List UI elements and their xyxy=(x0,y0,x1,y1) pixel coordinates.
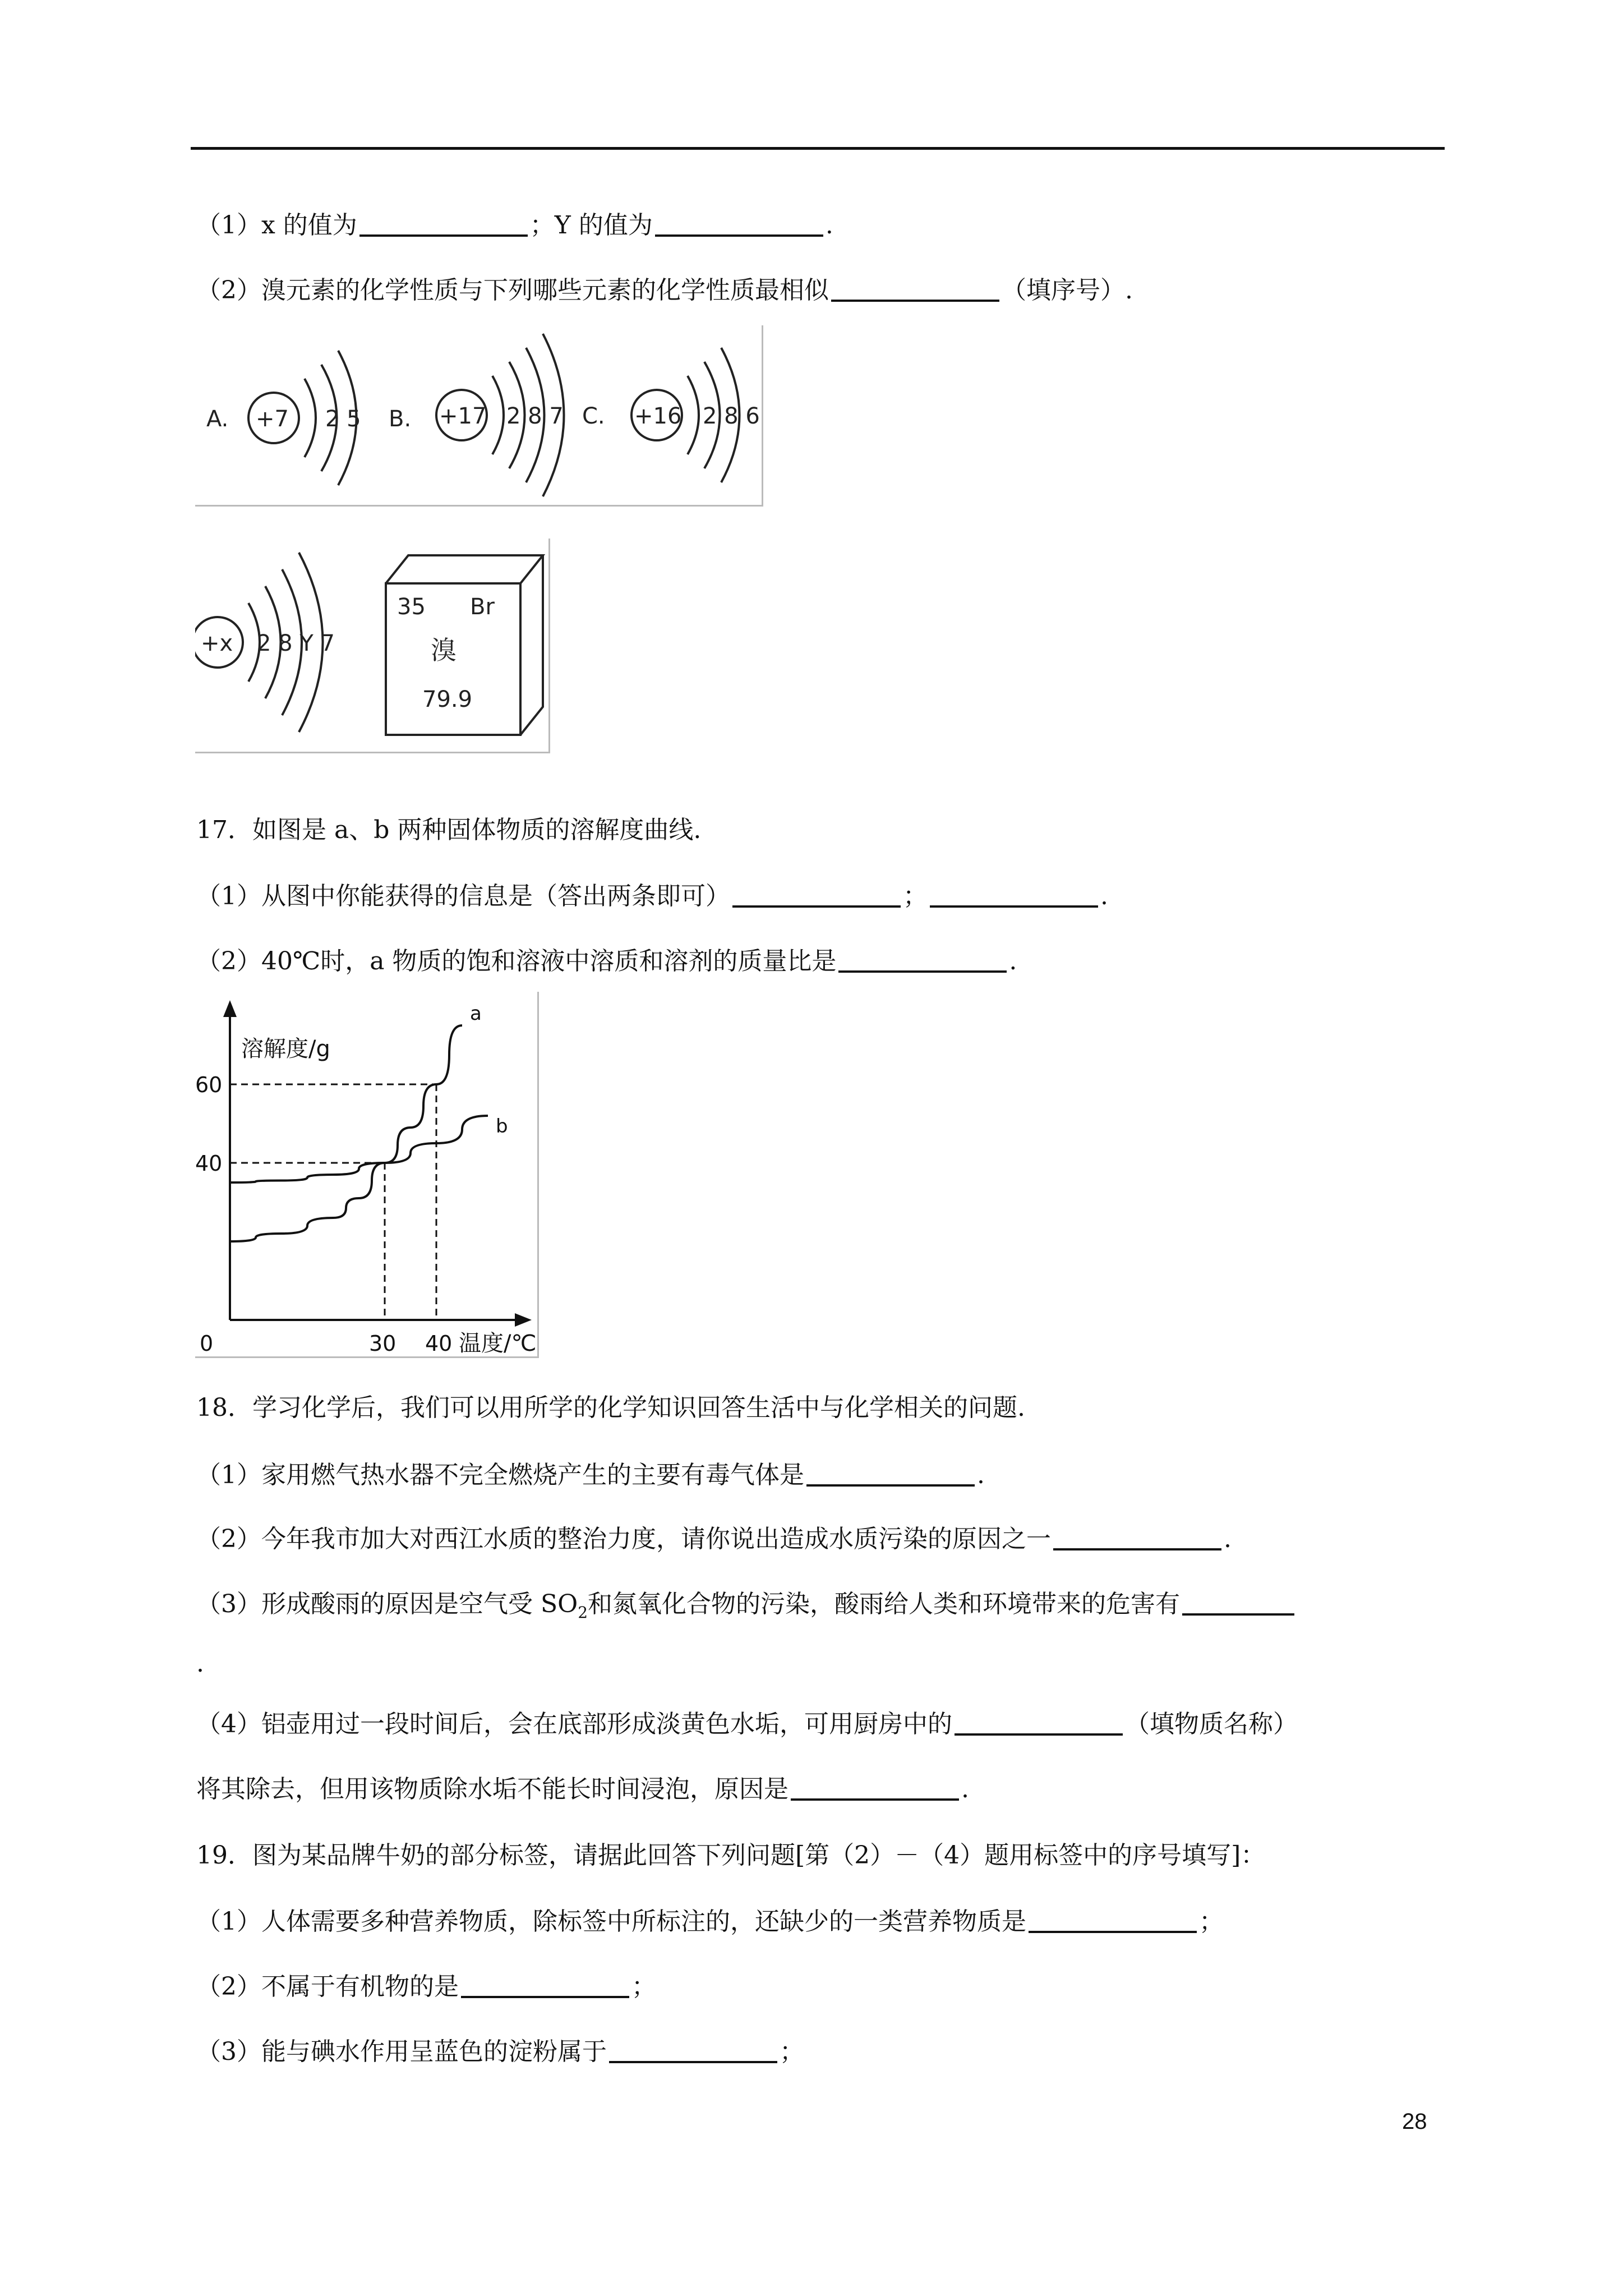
answer-blank-substance[interactable] xyxy=(955,1709,1123,1736)
answer-blank-inorganic[interactable] xyxy=(461,1971,629,1998)
element-mass: 79.9 xyxy=(422,687,473,712)
q18-p4-end: . xyxy=(961,1775,969,1803)
answer-blank-acid-rain[interactable] xyxy=(1182,1589,1294,1616)
answer-blank-ratio[interactable] xyxy=(838,946,1007,973)
q18-part3-cont xyxy=(196,1647,204,1681)
q16-p1-end: . xyxy=(825,211,833,240)
y-axis-label: 溶解度/g xyxy=(241,1036,330,1062)
q16-p1-text: （1）x 的值为 xyxy=(196,211,357,240)
q19-p3-text: （3）能与碘水作用呈蓝色的淀粉属于 xyxy=(196,2037,607,2066)
q19-title-text: 19．图为某品牌牛奶的部分标签，请据此回答下列问题[第（2）－（4）题用标签中的序号填写]： xyxy=(196,1841,1266,1870)
q19-part2 xyxy=(196,1970,656,2004)
q18-p4-text2: （填物质名称） xyxy=(1125,1710,1298,1738)
q18-p2-end: . xyxy=(1224,1525,1232,1553)
atom-c-shells: 2 8 6 xyxy=(703,403,760,429)
q16-p2-text: （2）溴元素的化学性质与下列哪些元素的化学性质最相似 xyxy=(196,276,829,305)
solubility-chart-svg xyxy=(195,992,537,1356)
series-label-a: a xyxy=(470,1002,482,1025)
atom-structure-diagram xyxy=(195,325,762,505)
q18-part4-cont xyxy=(196,1773,969,1806)
series-label-b: b xyxy=(496,1115,508,1138)
q17-title xyxy=(196,813,701,847)
q19-p3-end: ； xyxy=(780,2037,804,2066)
q17-p1-end: . xyxy=(1100,882,1108,910)
q18-p1-end: . xyxy=(977,1461,985,1489)
q16-p1-text2: ；Y 的值为 xyxy=(529,211,653,240)
answer-blank-similar[interactable] xyxy=(831,275,999,302)
q17-p2-text: （2）40℃时，a 物质的饱和溶液中溶质和溶剂的质量比是 xyxy=(196,947,837,976)
answer-blank-nutrient[interactable] xyxy=(1029,1906,1197,1933)
atom-b-shells: 2 8 7 xyxy=(506,403,564,429)
y-tick-label-40: 40 xyxy=(195,1151,223,1176)
page-number: 28 xyxy=(1402,2109,1427,2134)
atom-a-label: A. xyxy=(206,406,229,432)
q18-p3-text: （3）形成酸雨的原因是空气受 SO xyxy=(196,1590,578,1618)
q19-title xyxy=(196,1839,1265,1872)
answer-blank-pollution[interactable] xyxy=(1053,1524,1221,1550)
element-name: 溴 xyxy=(431,635,457,665)
q18-p2-text: （2）今年我市加大对西江水质的整治力度，请你说出造成水质污染的原因之一 xyxy=(196,1525,1051,1553)
x-axis-label: 温度/℃ xyxy=(459,1331,537,1356)
bromine-figure xyxy=(195,539,550,753)
q17-part1 xyxy=(196,880,1108,913)
atom-b-nucleus: +17 xyxy=(439,403,487,429)
bromine-nucleus: +x xyxy=(201,631,233,656)
element-number: 35 xyxy=(397,594,426,620)
element-symbol: Br xyxy=(470,594,495,620)
series-line-b xyxy=(230,1116,488,1182)
q19-p2-text: （2）不属于有机物的是 xyxy=(196,1972,459,2001)
q18-p3-end: . xyxy=(196,1649,204,1678)
q19-p1-end: ； xyxy=(1199,1907,1224,1936)
q18-part3 xyxy=(196,1588,1297,1630)
answer-blank-x[interactable] xyxy=(359,210,528,237)
bromine-shells: 2 8 Y 7 xyxy=(257,631,335,656)
q18-part2 xyxy=(196,1522,1232,1556)
q17-p1-sep: ； xyxy=(903,882,928,910)
solubility-chart xyxy=(195,992,539,1358)
atom-c-nucleus: +16 xyxy=(634,403,682,429)
q19-p1-text: （1）人体需要多种营养物质，除标签中所标注的，还缺少的一类营养物质是 xyxy=(196,1907,1026,1936)
y-axis-arrow xyxy=(223,1000,237,1017)
q18-part4 xyxy=(196,1708,1298,1741)
atom-a-nucleus: +7 xyxy=(256,406,289,432)
q16-p2-text2: （填序号）. xyxy=(1002,276,1133,305)
q17-p1-text: （1）从图中你能获得的信息是（答出两条即可） xyxy=(196,882,730,910)
q19-part3 xyxy=(196,2035,804,2069)
atom-structure-figure xyxy=(195,325,763,507)
atom-b-label: B. xyxy=(389,406,412,432)
y-tick-label-60: 60 xyxy=(195,1073,223,1097)
q19-part1 xyxy=(196,1905,1224,1939)
q17-part2 xyxy=(196,945,1017,978)
so2-subscript: 2 xyxy=(578,1603,588,1622)
q18-title xyxy=(196,1391,1025,1425)
answer-blank-reason[interactable] xyxy=(791,1774,959,1801)
answer-blank-info1[interactable] xyxy=(732,881,901,908)
q18-title-text: 18．学习化学后，我们可以用所学的化学知识回答生活中与化学相关的问题. xyxy=(196,1393,1025,1422)
q18-p4-text3: 将其除去，但用该物质除水垢不能长时间浸泡，原因是 xyxy=(196,1775,789,1803)
q18-part1 xyxy=(196,1458,985,1492)
origin-label: 0 xyxy=(200,1331,214,1356)
x-tick-label-40: 40 xyxy=(425,1331,453,1356)
atom-a-shells: 2 5 xyxy=(325,406,361,432)
x-tick-label-30: 30 xyxy=(369,1331,396,1356)
header-rule xyxy=(191,147,1445,150)
answer-blank-starch[interactable] xyxy=(609,2036,777,2063)
atom-c-label: C. xyxy=(582,403,605,429)
x-axis-arrow xyxy=(515,1313,532,1327)
q17-title-text: 17．如图是 a、b 两种固体物质的溶解度曲线. xyxy=(196,816,702,844)
answer-blank-info2[interactable] xyxy=(930,881,1098,908)
q16-part1 xyxy=(196,209,833,242)
answer-blank-gas[interactable] xyxy=(806,1460,975,1487)
bromine-diagram xyxy=(195,539,548,752)
q16-part2 xyxy=(196,274,1133,307)
q19-p2-end: ； xyxy=(631,1972,656,2001)
q18-p4-text: （4）铝壶用过一段时间后，会在底部形成淡黄色水垢，可用厨房中的 xyxy=(196,1710,952,1738)
q18-p1-text: （1）家用燃气热水器不完全燃烧产生的主要有毒气体是 xyxy=(196,1461,804,1489)
answer-blank-y[interactable] xyxy=(655,210,823,237)
q17-p2-end: . xyxy=(1009,947,1017,976)
q18-p3-text2: 和氮氧化合物的污染，酸雨给人类和环境带来的危害有 xyxy=(588,1590,1181,1618)
